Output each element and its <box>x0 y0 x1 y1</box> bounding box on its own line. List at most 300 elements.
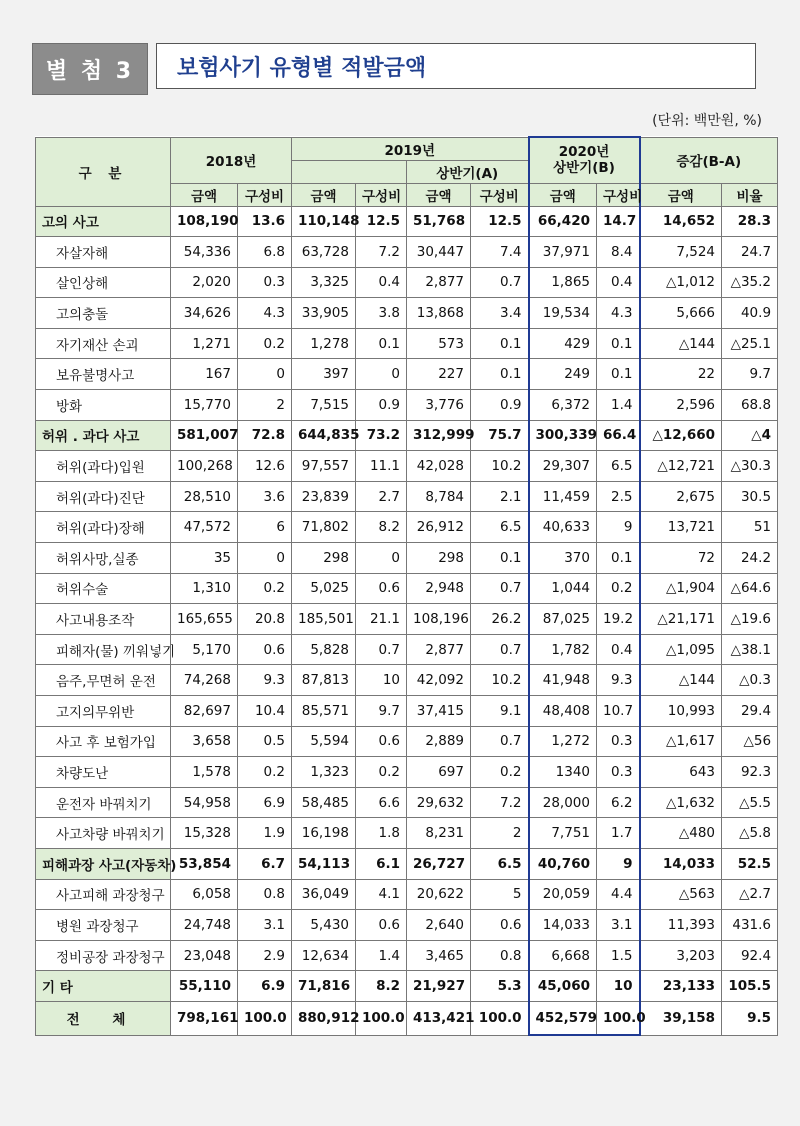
table-cell: 16,198 <box>292 818 356 849</box>
table-cell: 3,325 <box>292 267 356 298</box>
table-cell: 51 <box>722 512 778 543</box>
table-cell: △64.6 <box>722 573 778 604</box>
table-cell: △144 <box>640 328 722 359</box>
row-label: 고지의무위반 <box>36 696 171 727</box>
table-cell: 0.1 <box>356 328 407 359</box>
table-cell: 0.3 <box>238 267 292 298</box>
row-label: 보유불명사고 <box>36 359 171 390</box>
table-cell: 185,501 <box>292 604 356 635</box>
table-cell: 45,060 <box>529 971 597 1002</box>
table-cell: △2.7 <box>722 879 778 910</box>
table-cell: 1,272 <box>529 726 597 757</box>
table-cell: △19.6 <box>722 604 778 635</box>
table-cell: 1,578 <box>171 757 238 788</box>
row-label: 정비공장 과장청구 <box>36 940 171 971</box>
table-cell: 9 <box>597 512 640 543</box>
table-cell: 29,307 <box>529 451 597 482</box>
table-cell: 29.4 <box>722 696 778 727</box>
table-row <box>36 726 778 757</box>
table-cell: △5.5 <box>722 787 778 818</box>
table-cell: 0.6 <box>471 910 529 941</box>
table-cell: △1,632 <box>640 787 722 818</box>
table-cell: 14,033 <box>529 910 597 941</box>
table-cell: 54,958 <box>171 787 238 818</box>
table-cell: 30,447 <box>407 237 471 268</box>
row-label: 피해과장 사고(자동차) <box>36 848 171 879</box>
table-cell: 1,782 <box>529 634 597 665</box>
header-2019: 2019년 <box>292 137 529 160</box>
table-cell: 0.9 <box>471 390 529 421</box>
table-cell: 87,813 <box>292 665 356 696</box>
table-cell: 42,092 <box>407 665 471 696</box>
table-cell: 3,658 <box>171 726 238 757</box>
table-cell: 0.1 <box>471 543 529 574</box>
table-cell: 0.6 <box>238 634 292 665</box>
table-cell: 10.2 <box>471 665 529 696</box>
table-cell: 19.2 <box>597 604 640 635</box>
table-cell: 452,579 <box>529 1001 597 1035</box>
table-cell: 1.5 <box>597 940 640 971</box>
table-row <box>36 451 778 482</box>
sub-amount: 금액 <box>529 183 597 206</box>
table-cell: 47,572 <box>171 512 238 543</box>
table-cell: 20.8 <box>238 604 292 635</box>
table-cell: 6.5 <box>471 512 529 543</box>
table-cell: 100.0 <box>597 1001 640 1035</box>
table-cell: 7.2 <box>471 787 529 818</box>
table-cell: 37,415 <box>407 696 471 727</box>
table-cell: 9.3 <box>238 665 292 696</box>
row-label: 기 타 <box>36 971 171 1002</box>
table-row <box>36 696 778 727</box>
table-cell: 23,133 <box>640 971 722 1002</box>
table-cell: 6 <box>238 512 292 543</box>
table-cell: 72.8 <box>238 420 292 451</box>
table-cell: 8,231 <box>407 818 471 849</box>
table-cell: 48,408 <box>529 696 597 727</box>
table-cell: 397 <box>292 359 356 390</box>
table-cell: 4.4 <box>597 879 640 910</box>
table-cell: 53,854 <box>171 848 238 879</box>
table-cell: 87,025 <box>529 604 597 635</box>
table-cell: 5,594 <box>292 726 356 757</box>
row-label: 허위(과다)장해 <box>36 512 171 543</box>
table-cell: 2 <box>471 818 529 849</box>
table-cell: 3,203 <box>640 940 722 971</box>
table-cell: △563 <box>640 879 722 910</box>
table-cell: 55,110 <box>171 971 238 1002</box>
table-row <box>36 237 778 268</box>
table-cell: 1.8 <box>356 818 407 849</box>
table-cell: 40.9 <box>722 298 778 329</box>
table-cell: 11.1 <box>356 451 407 482</box>
table-row <box>36 328 778 359</box>
table-cell: 9.7 <box>722 359 778 390</box>
table-row <box>36 665 778 696</box>
table-cell: 14,033 <box>640 848 722 879</box>
table-cell: 6.8 <box>238 237 292 268</box>
table-cell: 0.1 <box>471 359 529 390</box>
table-cell: △4 <box>722 420 778 451</box>
table-cell: 298 <box>407 543 471 574</box>
table-cell: 26.2 <box>471 604 529 635</box>
table-cell: 9.1 <box>471 696 529 727</box>
table-cell: 1,323 <box>292 757 356 788</box>
row-label: 살인상해 <box>36 267 171 298</box>
table-cell: 6,668 <box>529 940 597 971</box>
header-category: 구 분 <box>36 137 171 206</box>
table-cell: 7,751 <box>529 818 597 849</box>
header-2019-h1: 상반기(A) <box>407 160 529 183</box>
table-cell: 2.5 <box>597 481 640 512</box>
table-cell: 2,889 <box>407 726 471 757</box>
table-cell: △21,171 <box>640 604 722 635</box>
table-cell: 0.1 <box>597 359 640 390</box>
table-cell: 20,059 <box>529 879 597 910</box>
table-cell: 4.1 <box>356 879 407 910</box>
table-cell: 0.4 <box>597 267 640 298</box>
table-row <box>36 848 778 879</box>
table-cell: 100.0 <box>471 1001 529 1035</box>
table-cell: 12.5 <box>471 206 529 237</box>
table-cell: 10,993 <box>640 696 722 727</box>
table-cell: 5,666 <box>640 298 722 329</box>
table-row <box>36 543 778 574</box>
table-cell: 3.1 <box>597 910 640 941</box>
table-cell: 11,459 <box>529 481 597 512</box>
table-cell: 6.9 <box>238 787 292 818</box>
table-cell: 3.4 <box>471 298 529 329</box>
row-label: 허위(과다)진단 <box>36 481 171 512</box>
row-label: 차량도난 <box>36 757 171 788</box>
sub-rate: 비율 <box>722 183 778 206</box>
table-cell: 39,158 <box>640 1001 722 1035</box>
page-title-text: 보험사기 유형별 적발금액 <box>177 55 427 81</box>
table-cell: 8,784 <box>407 481 471 512</box>
table-cell: 1.4 <box>597 390 640 421</box>
table-cell: 30.5 <box>722 481 778 512</box>
table-cell: 8.2 <box>356 971 407 1002</box>
sub-amount: 금액 <box>640 183 722 206</box>
table-cell: 74,268 <box>171 665 238 696</box>
table-cell: 0.8 <box>238 879 292 910</box>
table-cell: 1.4 <box>356 940 407 971</box>
table-cell: 58,485 <box>292 787 356 818</box>
table-cell: 0.2 <box>597 573 640 604</box>
table-cell: 19,534 <box>529 298 597 329</box>
row-label: 허위수술 <box>36 573 171 604</box>
row-label: 병원 과장청구 <box>36 910 171 941</box>
table-cell: 298 <box>292 543 356 574</box>
sub-amount: 금액 <box>407 183 471 206</box>
table-row <box>36 971 778 1002</box>
table-cell: △480 <box>640 818 722 849</box>
table-cell: 0.7 <box>356 634 407 665</box>
table-cell: 12.6 <box>238 451 292 482</box>
row-label: 운전자 바꿔치기 <box>36 787 171 818</box>
table-cell: 5,430 <box>292 910 356 941</box>
table-cell: 108,190 <box>171 206 238 237</box>
table-cell: 165,655 <box>171 604 238 635</box>
table-cell: 3,465 <box>407 940 471 971</box>
table-cell: 51,768 <box>407 206 471 237</box>
table-cell: 880,912 <box>292 1001 356 1035</box>
row-label: 허위(과다)입원 <box>36 451 171 482</box>
table-cell: 66.4 <box>597 420 640 451</box>
table-cell: 1.9 <box>238 818 292 849</box>
table-cell: 22 <box>640 359 722 390</box>
table-cell: 20,622 <box>407 879 471 910</box>
table-cell: 24.2 <box>722 543 778 574</box>
table-cell: 0.3 <box>597 757 640 788</box>
table-cell: 26,727 <box>407 848 471 879</box>
table-cell: 3.1 <box>238 910 292 941</box>
table-cell: 35 <box>171 543 238 574</box>
table-cell: △56 <box>722 726 778 757</box>
row-label: 사고 후 보험가입 <box>36 726 171 757</box>
table-cell: 2,948 <box>407 573 471 604</box>
table-row <box>36 481 778 512</box>
table-cell: 0.6 <box>356 910 407 941</box>
table-cell: 0 <box>356 543 407 574</box>
table-cell: 41,948 <box>529 665 597 696</box>
header-2020-h1: 2020년 상반기(B) <box>529 137 640 183</box>
table-cell: 21.1 <box>356 604 407 635</box>
header-2018: 2018년 <box>171 137 292 183</box>
sub-ratio: 구성비 <box>597 183 640 206</box>
table-cell: 28,000 <box>529 787 597 818</box>
table-cell: 1,271 <box>171 328 238 359</box>
table-cell: 0.9 <box>356 390 407 421</box>
table-cell: △25.1 <box>722 328 778 359</box>
table-cell: 644,835 <box>292 420 356 451</box>
table-row <box>36 573 778 604</box>
table-cell: 0.3 <box>597 726 640 757</box>
table-cell: 5 <box>471 879 529 910</box>
table-cell: 29,632 <box>407 787 471 818</box>
table-cell: 71,802 <box>292 512 356 543</box>
attachment-badge: 별 첨 3 <box>32 43 148 95</box>
table-cell: 167 <box>171 359 238 390</box>
table-cell: 0.5 <box>238 726 292 757</box>
table-cell: 40,633 <box>529 512 597 543</box>
table-row <box>36 512 778 543</box>
sub-amount: 금액 <box>171 183 238 206</box>
table-cell: 227 <box>407 359 471 390</box>
table-cell: 0.8 <box>471 940 529 971</box>
table-cell: 431.6 <box>722 910 778 941</box>
table-cell: 8.2 <box>356 512 407 543</box>
table-cell: 370 <box>529 543 597 574</box>
table-cell: 54,336 <box>171 237 238 268</box>
table-cell: 12.5 <box>356 206 407 237</box>
table-row <box>36 604 778 635</box>
row-label: 방화 <box>36 390 171 421</box>
table-cell: 36,049 <box>292 879 356 910</box>
row-label: 음주,무면허 운전 <box>36 665 171 696</box>
table-cell: 75.7 <box>471 420 529 451</box>
table-cell: 10.7 <box>597 696 640 727</box>
table-cell: 100.0 <box>238 1001 292 1035</box>
table-cell: 798,161 <box>171 1001 238 1035</box>
table-cell: 3.6 <box>238 481 292 512</box>
table-cell: 52.5 <box>722 848 778 879</box>
table-cell: 97,557 <box>292 451 356 482</box>
table-cell: 12,634 <box>292 940 356 971</box>
table-cell: 9.5 <box>722 1001 778 1035</box>
table-cell: 0.2 <box>471 757 529 788</box>
table-cell: 15,328 <box>171 818 238 849</box>
table-cell: 573 <box>407 328 471 359</box>
table-cell: 9.7 <box>356 696 407 727</box>
table-cell: △35.2 <box>722 267 778 298</box>
table-cell: 9.3 <box>597 665 640 696</box>
table-cell: 0.7 <box>471 267 529 298</box>
table-cell: 71,816 <box>292 971 356 1002</box>
table-cell: 10 <box>597 971 640 1002</box>
table-cell: 23,048 <box>171 940 238 971</box>
table-cell: 697 <box>407 757 471 788</box>
table-cell: 15,770 <box>171 390 238 421</box>
table-cell: 6,058 <box>171 879 238 910</box>
row-label: 고의충돌 <box>36 298 171 329</box>
table-cell: 13.6 <box>238 206 292 237</box>
row-label: 자살자해 <box>36 237 171 268</box>
table-cell: 1,310 <box>171 573 238 604</box>
table-cell: 0.7 <box>471 726 529 757</box>
table-cell: 0.1 <box>597 543 640 574</box>
table-cell: 2,020 <box>171 267 238 298</box>
table-cell: △1,617 <box>640 726 722 757</box>
table-cell: 100.0 <box>356 1001 407 1035</box>
table-row <box>36 420 778 451</box>
table-cell: 13,721 <box>640 512 722 543</box>
table-cell: △30.3 <box>722 451 778 482</box>
table-cell: 10 <box>356 665 407 696</box>
table-cell: 14.7 <box>597 206 640 237</box>
row-label: 사고피해 과장청구 <box>36 879 171 910</box>
table-cell: 1,278 <box>292 328 356 359</box>
table-cell: 11,393 <box>640 910 722 941</box>
table-cell: 34,626 <box>171 298 238 329</box>
table-cell: 0.4 <box>597 634 640 665</box>
table-cell: 7.4 <box>471 237 529 268</box>
table-cell: 2 <box>238 390 292 421</box>
fraud-amount-table <box>35 136 778 1036</box>
table-cell: 9 <box>597 848 640 879</box>
table-cell: 6.9 <box>238 971 292 1002</box>
table-cell: 3,776 <box>407 390 471 421</box>
table-cell: 2,640 <box>407 910 471 941</box>
table-row <box>36 1001 778 1035</box>
table-row <box>36 634 778 665</box>
row-label: 피해자(물) 끼워넣기 <box>36 634 171 665</box>
header-change: 증감(B-A) <box>640 137 778 183</box>
table-cell: 10.4 <box>238 696 292 727</box>
table-cell: 0.7 <box>471 573 529 604</box>
table-cell: △5.8 <box>722 818 778 849</box>
table-row <box>36 267 778 298</box>
table-cell: 0.2 <box>238 573 292 604</box>
table-cell: 1.7 <box>597 818 640 849</box>
table-cell: 24.7 <box>722 237 778 268</box>
table-row <box>36 940 778 971</box>
table-cell: △12,660 <box>640 420 722 451</box>
table-cell: 0.2 <box>238 757 292 788</box>
table-cell: 312,999 <box>407 420 471 451</box>
table-cell: 66,420 <box>529 206 597 237</box>
sub-ratio: 구성비 <box>238 183 292 206</box>
row-label: 전 체 <box>36 1001 171 1035</box>
table-cell: 2,596 <box>640 390 722 421</box>
table-cell: 249 <box>529 359 597 390</box>
table-cell: △1,012 <box>640 267 722 298</box>
table-cell: 0 <box>356 359 407 390</box>
table-cell: 23,839 <box>292 481 356 512</box>
table-cell: 6.1 <box>356 848 407 879</box>
table-cell: 54,113 <box>292 848 356 879</box>
sub-amount: 금액 <box>292 183 356 206</box>
table-cell: 1,865 <box>529 267 597 298</box>
table-cell: 4.3 <box>238 298 292 329</box>
table-cell: 300,339 <box>529 420 597 451</box>
table-cell: 5,828 <box>292 634 356 665</box>
header-2019-spacer <box>292 160 407 183</box>
table-cell: 7.2 <box>356 237 407 268</box>
sub-ratio: 구성비 <box>471 183 529 206</box>
sub-ratio: 구성비 <box>356 183 407 206</box>
table-cell: 2,877 <box>407 267 471 298</box>
table-cell: 6.5 <box>597 451 640 482</box>
table-cell: 13,868 <box>407 298 471 329</box>
table-cell: 10.2 <box>471 451 529 482</box>
table-row <box>36 359 778 390</box>
table-cell: 413,421 <box>407 1001 471 1035</box>
table-cell: 2.9 <box>238 940 292 971</box>
table-cell: 6.6 <box>356 787 407 818</box>
table-cell: 110,148 <box>292 206 356 237</box>
table-cell: 100,268 <box>171 451 238 482</box>
table-cell: 28,510 <box>171 481 238 512</box>
page-title <box>156 43 756 89</box>
table-cell: 92.4 <box>722 940 778 971</box>
table-cell: 21,927 <box>407 971 471 1002</box>
table-row <box>36 910 778 941</box>
table-cell: 82,697 <box>171 696 238 727</box>
table-cell: 1340 <box>529 757 597 788</box>
table-cell: 68.8 <box>722 390 778 421</box>
table-cell: 7,515 <box>292 390 356 421</box>
table-cell: 37,971 <box>529 237 597 268</box>
table-row <box>36 206 778 237</box>
table-row <box>36 787 778 818</box>
table-cell: 5,170 <box>171 634 238 665</box>
table-cell: 0.1 <box>471 328 529 359</box>
table-cell: 42,028 <box>407 451 471 482</box>
table-cell: 2,675 <box>640 481 722 512</box>
table-cell: △0.3 <box>722 665 778 696</box>
table-cell: 105.5 <box>722 971 778 1002</box>
table-cell: △38.1 <box>722 634 778 665</box>
table-cell: 2,877 <box>407 634 471 665</box>
table-row <box>36 818 778 849</box>
table-row <box>36 390 778 421</box>
table-cell: 85,571 <box>292 696 356 727</box>
table-cell: 108,196 <box>407 604 471 635</box>
table-cell: 63,728 <box>292 237 356 268</box>
table-cell: 429 <box>529 328 597 359</box>
table-cell: 643 <box>640 757 722 788</box>
